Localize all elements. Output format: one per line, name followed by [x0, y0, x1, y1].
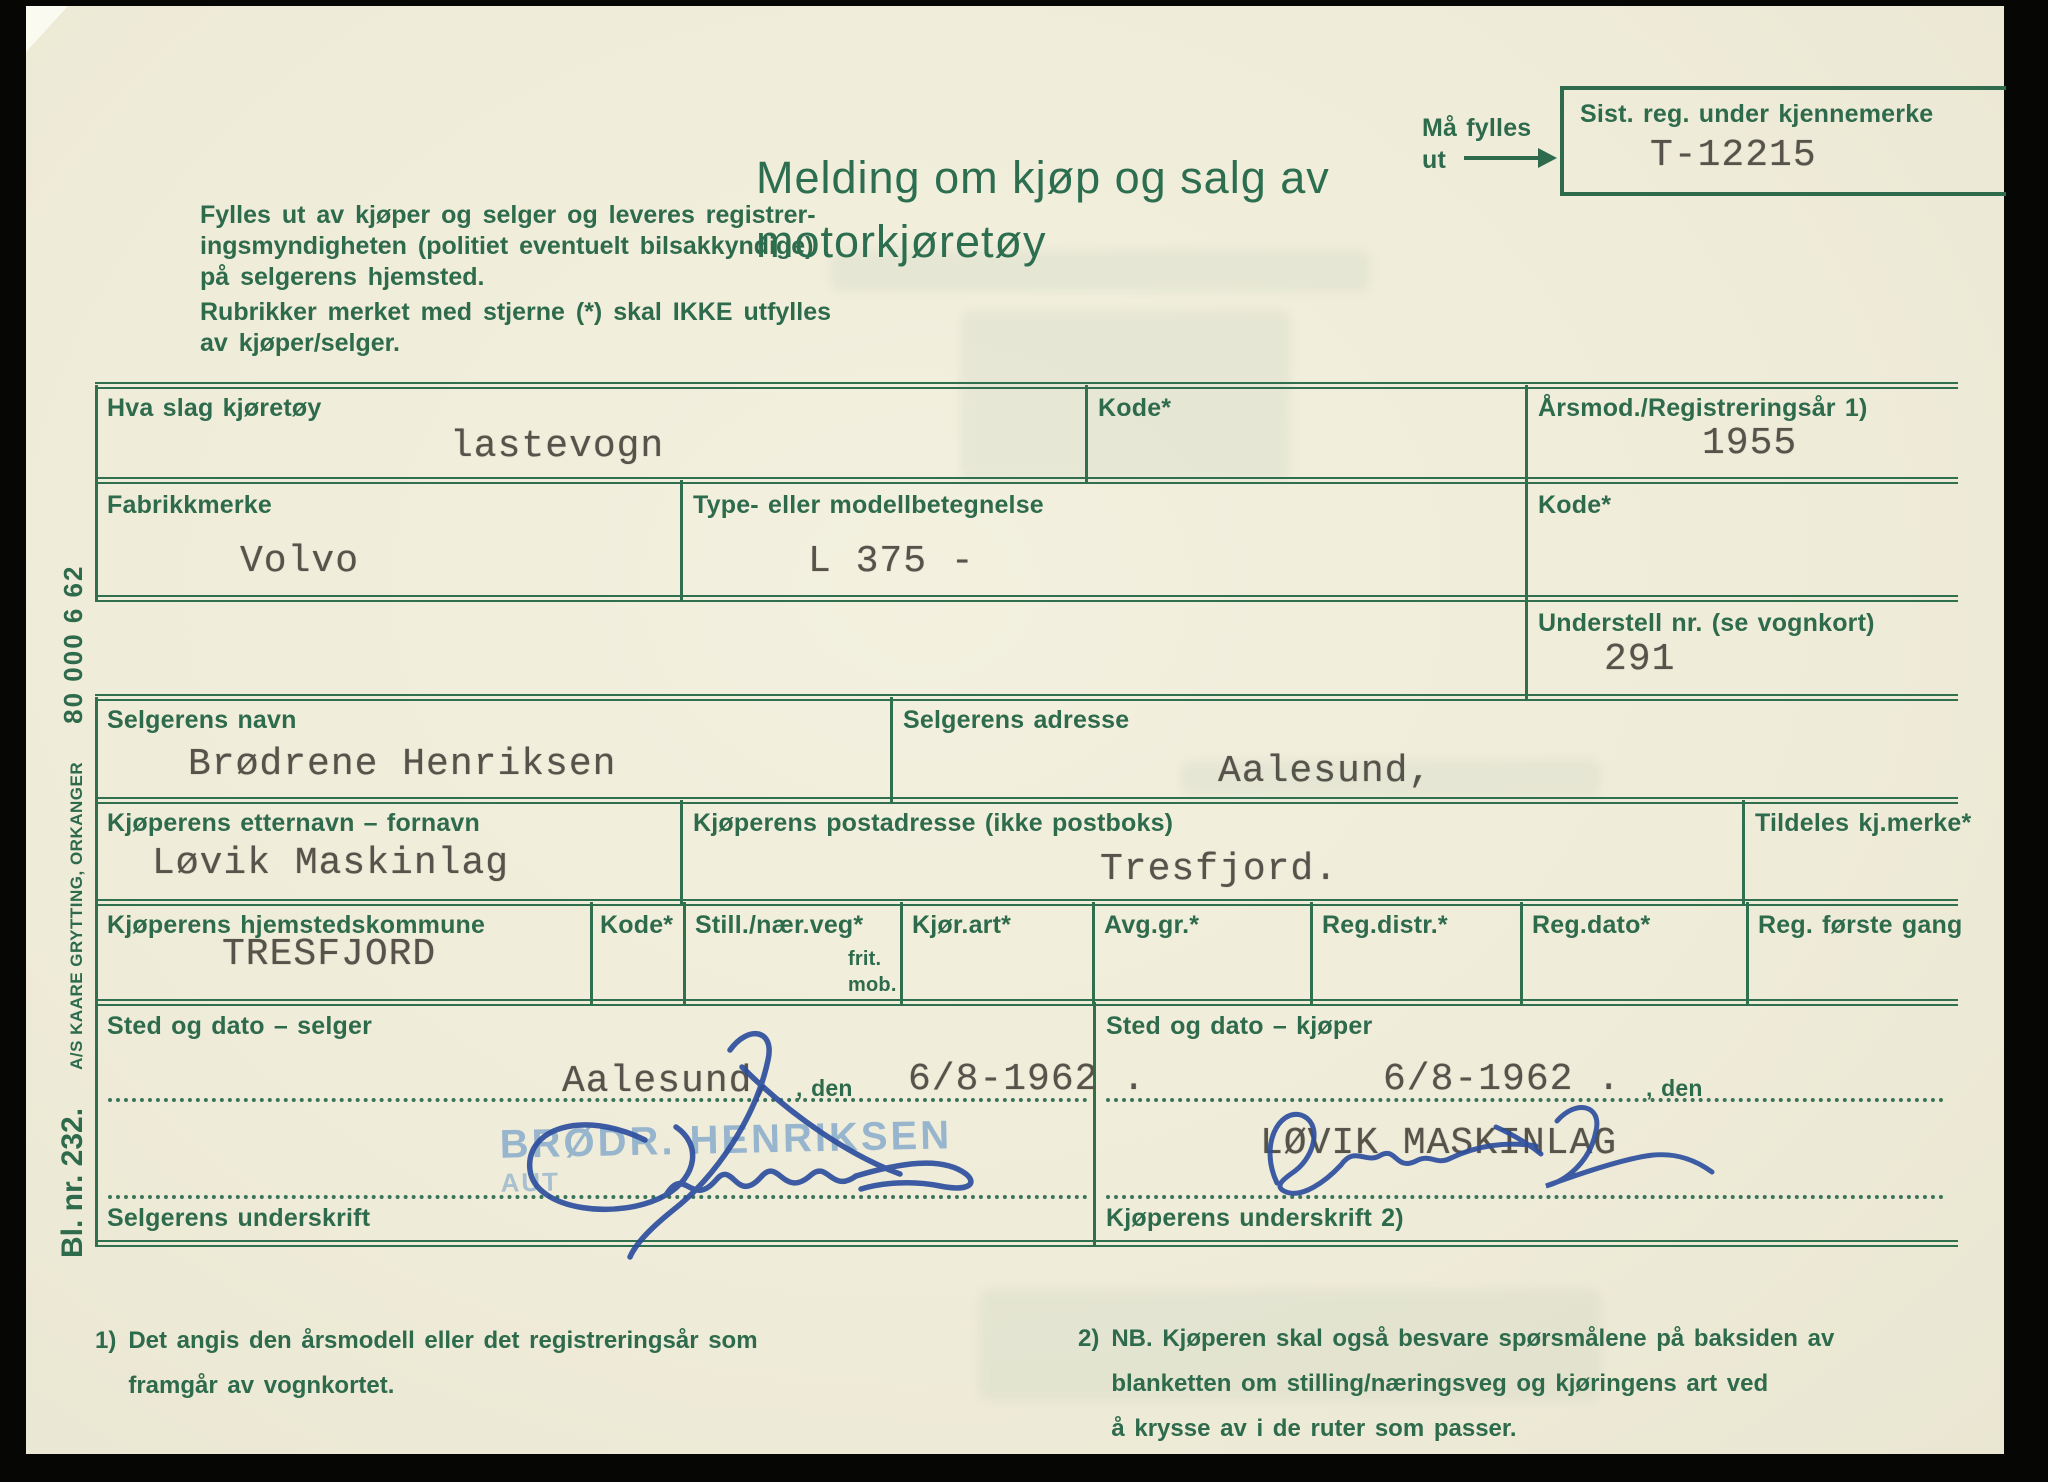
footnote-1-marker: 1) [95, 1327, 117, 1354]
footnote-2-line3: å krysse av i de ruter som passer. [1111, 1415, 1517, 1442]
table-rule [95, 382, 1958, 389]
seller-address-label: Selgerens adresse [903, 706, 1130, 734]
regforste-label: Reg. første gang [1758, 911, 1963, 939]
footnote-1-line1: Det angis den årsmodell eller det registreringsår som [128, 1327, 758, 1354]
footnote-2-line2: blanketten om stilling/næringsveg og kjøringens art ved [1111, 1370, 1769, 1397]
still-sub2: mob. [848, 974, 897, 996]
page-corner-fold [26, 6, 68, 52]
edition-number: 80 000 6 62 [58, 564, 88, 724]
table-rule [900, 902, 903, 1005]
seller-place-value: Aalesund, [562, 1060, 777, 1103]
table-rule [1310, 902, 1313, 1005]
last-registered-label: Sist. reg. under kjennemerke [1580, 100, 1934, 128]
form-title-line2: motorkjøretøy [756, 216, 1047, 267]
buyer-signature [1245, 1085, 1765, 1215]
seller-signature-label: Selgerens underskrift [107, 1204, 371, 1232]
buyer-date-value: 6/8-1962 . [1383, 1058, 1622, 1101]
seller-name-label: Selgerens navn [107, 706, 297, 734]
must-fill-label-line2: ut [1422, 146, 1446, 174]
buyer-signature-label: Kjøperens underskrift 2) [1106, 1204, 1404, 1232]
table-rule [683, 902, 686, 1005]
table-rule [95, 385, 98, 601]
intro2-line1: Rubrikker merket med stjerne (*) skal IKKE utfylles [200, 298, 832, 326]
year-value: 1955 [1702, 422, 1798, 465]
municipality-label: Kjøperens hjemstedskommune [107, 911, 486, 939]
buyer-address-value: Tresfjord. [1100, 848, 1339, 891]
buyer-address-label: Kjøperens postadresse (ikke postboks) [693, 809, 1174, 837]
stamp-line2: AUT [500, 1166, 561, 1198]
table-rule [680, 480, 683, 601]
still-label: Still./nær.veg* [695, 911, 864, 939]
seller-name-value: Brødrene Henriksen [188, 743, 617, 786]
arrow-line [1464, 156, 1540, 160]
regdato-label: Reg.dato* [1532, 911, 1651, 939]
buyer-name-value: Løvik Maskinlag [152, 842, 510, 885]
table-rule [1746, 902, 1749, 1005]
make-label: Fabrikkmerke [107, 491, 272, 519]
table-rule [1520, 902, 1523, 1005]
seller-address-value: Aalesund, [1218, 750, 1433, 793]
still-sub1: frit. [848, 948, 882, 970]
last-registered-box [1560, 86, 2006, 196]
table-rule [95, 899, 1958, 906]
buyer-den-label: , den [1646, 1075, 1703, 1101]
table-rule [680, 800, 683, 905]
intro2-line2: av kjøper/selger. [200, 329, 400, 357]
seller-signature [430, 1025, 1010, 1265]
model-label: Type- eller modellbetegnelse [693, 491, 1044, 519]
avggr-label: Avg.gr.* [1104, 911, 1200, 939]
intro1-line2: ingsmyndigheten (politiet eventuelt bilsakkyndige) [200, 232, 814, 260]
intro1-line3: på selgerens hjemsted. [200, 263, 485, 291]
table-rule [95, 694, 1958, 701]
table-rule [95, 1240, 1958, 1247]
kode-c-label: Kode* [600, 911, 674, 939]
kode-b-label: Kode* [1538, 491, 1612, 519]
intro-paragraph-2 [200, 297, 831, 359]
footnote-2-text [1111, 1316, 1834, 1451]
table-rule [95, 797, 1958, 804]
seller-place-date-label: Sted og dato – selger [107, 1012, 373, 1040]
buyer-place-date-label: Sted og dato – kjøper [1106, 1012, 1373, 1040]
footnote-2-line1: NB. Kjøperen skal også besvare spørsmålene på baksiden av [1111, 1325, 1835, 1352]
table-rule [590, 902, 593, 1005]
make-value: Volvo [240, 540, 360, 583]
seller-den-label: , den [796, 1075, 853, 1101]
footnote-1 [95, 1318, 758, 1408]
regdistr-label: Reg.distr.* [1322, 911, 1448, 939]
table-rule [1092, 902, 1095, 1005]
buyer-name-label: Kjøperens etternavn – fornavn [107, 809, 481, 837]
footnote-1-text [128, 1318, 757, 1408]
table-rule [95, 999, 1958, 1006]
intro-paragraph-1 [200, 200, 816, 293]
table-rule [890, 697, 893, 803]
seller-date-value: 6/8-1962 . [908, 1058, 1147, 1101]
model-value: L 375 - [808, 540, 975, 583]
vehicle-kind-value: lastevogn [450, 425, 665, 468]
footnote-1-line2: framgår av vognkortet. [128, 1372, 395, 1399]
year-label: Årsmod./Registreringsår 1) [1538, 394, 1868, 422]
stamp-line1: BRØDR. HENRIKSEN [499, 1113, 953, 1167]
table-rule [1525, 385, 1528, 701]
arrow-right-icon [1538, 148, 1557, 168]
chassis-value: 291 [1604, 638, 1676, 681]
kjorart-label: Kjør.art* [912, 911, 1012, 939]
must-fill-label-line1: Må fylles [1422, 114, 1532, 142]
assigned-plate-label: Tildeles kj.merke* [1755, 809, 1972, 837]
last-registered-value: T-12215 [1650, 134, 1817, 177]
table-rule [1742, 800, 1745, 905]
vehicle-kind-label: Hva slag kjøretøy [107, 394, 322, 422]
table-rule [95, 697, 98, 1247]
chassis-label: Understell nr. (se vognkort) [1538, 609, 1875, 637]
buyer-company-value: LØVIK MASKINLAG [1260, 1122, 1618, 1165]
footnote-2-marker: 2) [1078, 1325, 1100, 1352]
kode-a-label: Kode* [1098, 394, 1172, 422]
table-rule [95, 595, 1958, 602]
table-rule [1093, 1002, 1096, 1245]
form-title-line1: Melding om kjøp og salg av [756, 152, 1330, 203]
table-rule [1085, 385, 1088, 483]
municipality-value: TRESFJORD [222, 933, 437, 976]
printer-name: A/S KAARE GRYTTING, ORKANGER [67, 761, 86, 1070]
footnote-2 [1078, 1316, 1834, 1451]
form-number: Bl. nr. 232. [56, 1107, 89, 1258]
table-rule [95, 477, 1958, 484]
intro1-line1: Fylles ut av kjøper og selger og leveres registrer- [200, 201, 816, 229]
margin-imprint [56, 565, 90, 1258]
